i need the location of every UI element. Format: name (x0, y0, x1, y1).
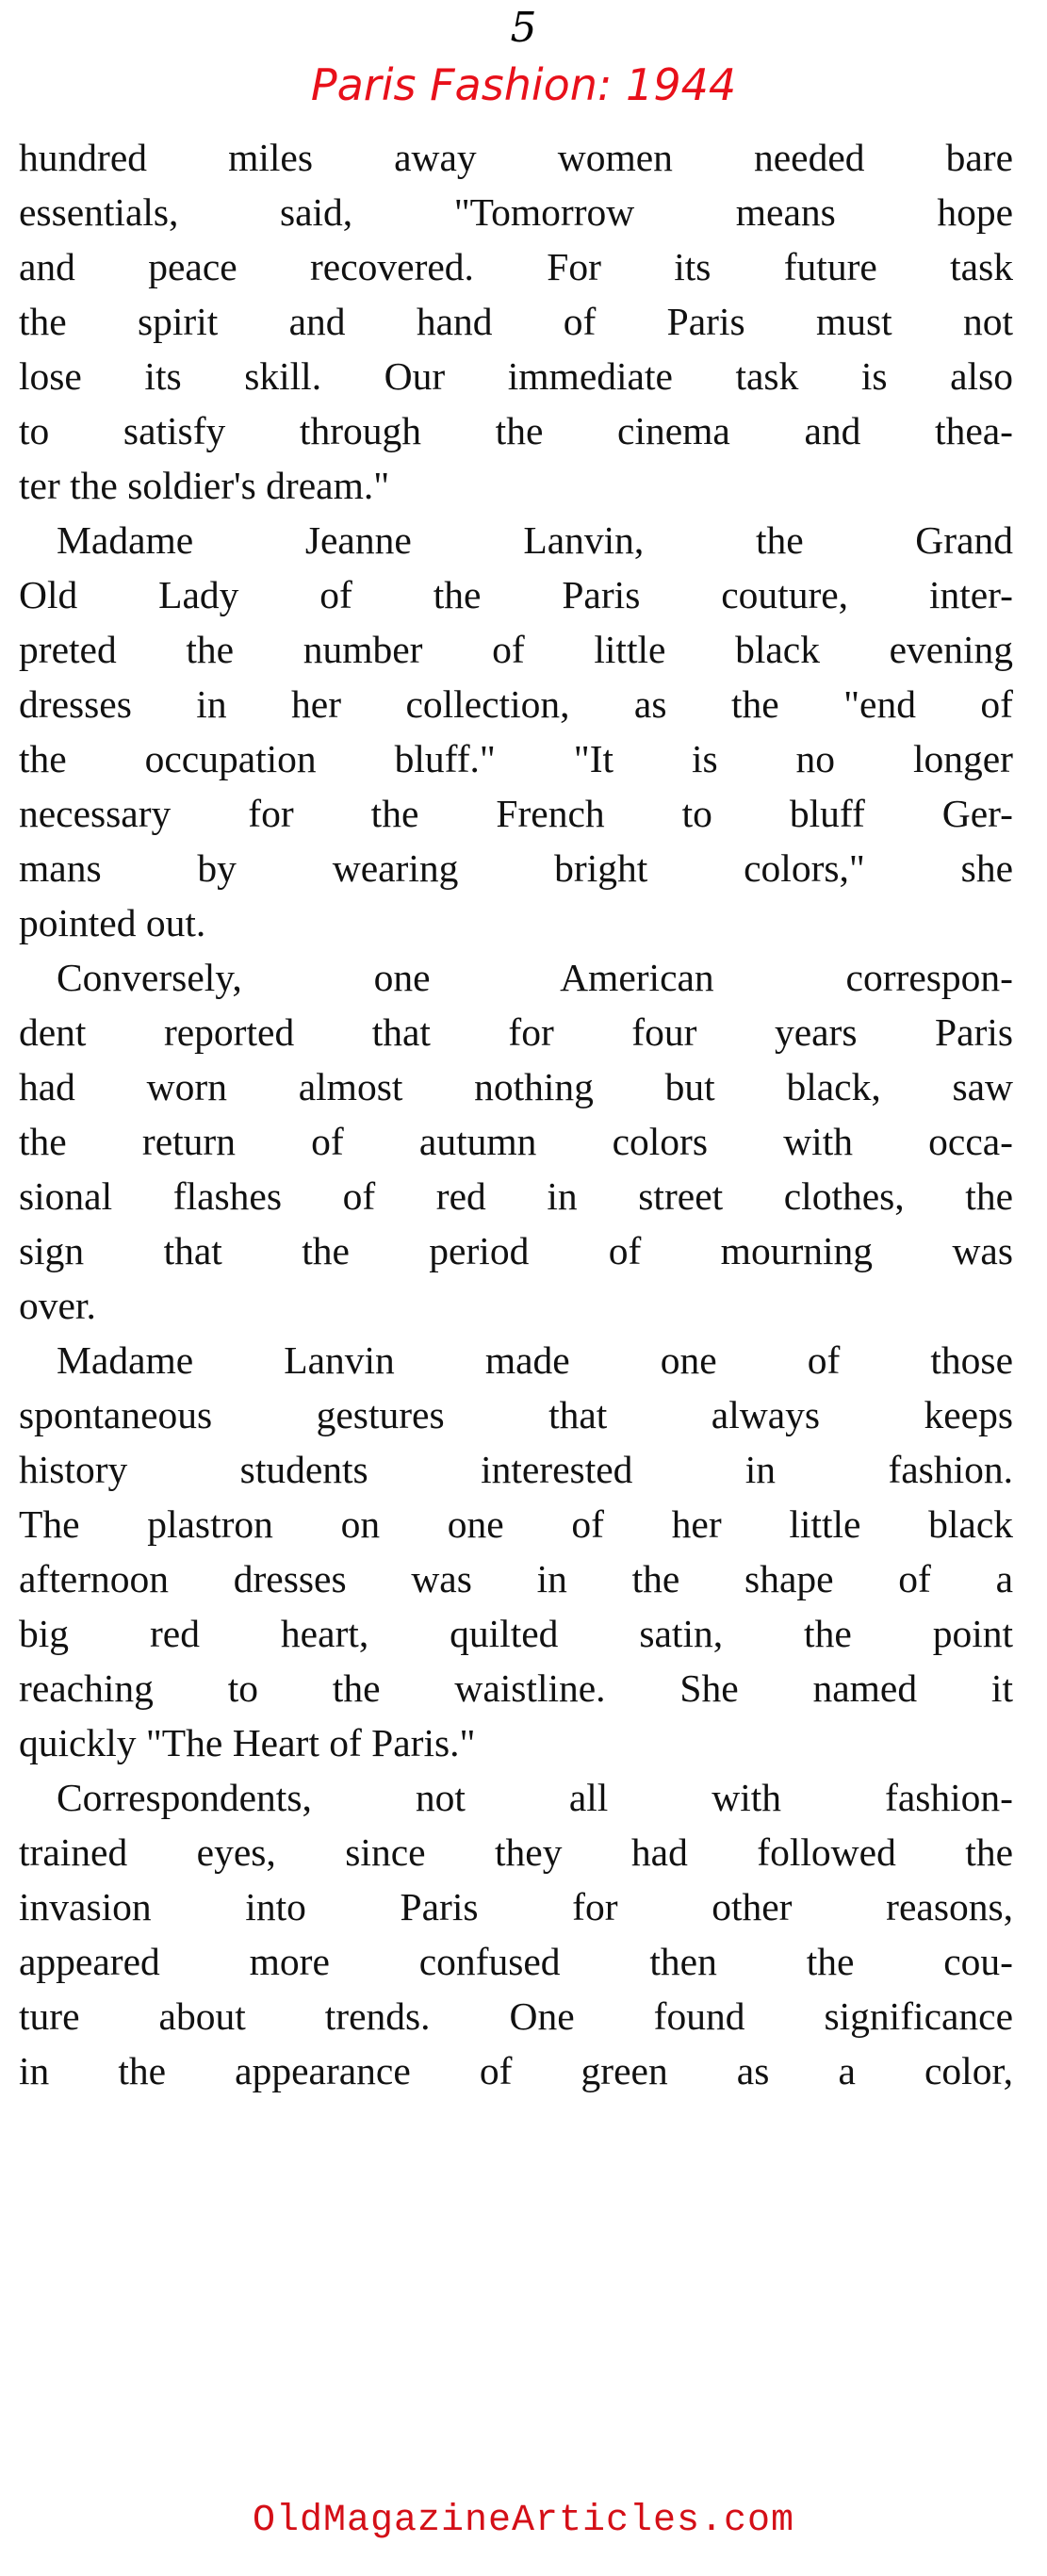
article-line: quickly "The Heart of Paris." (19, 1721, 476, 1764)
article-line: trained eyes, since they had followed the (19, 1830, 1013, 1874)
article-line: and peace recovered. For its future task (19, 245, 1013, 288)
article-line: reaching to the waistline. She named it (19, 1666, 1013, 1710)
article-line: Old Lady of the Paris couture, inter- (19, 573, 1013, 616)
article-line: sional flashes of red in street clothes, the (19, 1174, 1013, 1218)
article-line: history students interested in fashion. (19, 1448, 1013, 1491)
article-line: ture about trends. One found significance (19, 1994, 1013, 2038)
site-watermark: OldMagazineArticles.com (252, 2500, 795, 2542)
page-number: 5 (510, 4, 537, 52)
article-line: hundred miles away women needed bare (19, 136, 1013, 179)
article-line: appeared more confused then the cou- (19, 1940, 1013, 1983)
article-line: mans by wearing bright colors," she (19, 846, 1013, 890)
article-line: Conversely, one American correspon- (57, 956, 1013, 999)
article-line: the spirit and hand of Paris must not (19, 300, 1013, 343)
article-line: the occupation bluff." "It is no longer (19, 737, 1013, 780)
article-line: invasion into Paris for other reasons, (19, 1885, 1013, 1928)
article-line: big red heart, quilted satin, the point (19, 1612, 1013, 1655)
article-line: lose its skill. Our immediate task is also (19, 354, 1013, 398)
article-line: afternoon dresses was in the shape of a (19, 1557, 1013, 1600)
page-title: Paris Fashion: 1944 (310, 59, 737, 110)
article-line: essentials, said, "Tomorrow means hope (19, 190, 1013, 234)
article-line: dent reported that for four years Paris (19, 1010, 1013, 1054)
article-line: dresses in her collection, as the "end of (19, 682, 1013, 726)
article-line: sign that the period of mourning was (19, 1229, 1013, 1272)
article-line: necessary for the French to bluff Ger- (19, 792, 1013, 835)
article-line: had worn almost nothing but black, saw (19, 1065, 1013, 1108)
article-line: pointed out. (19, 901, 206, 944)
article-line: Madame Lanvin made one of those (57, 1338, 1013, 1382)
article-line: in the appearance of green as a color, (19, 2049, 1013, 2092)
article-line: ter the soldier's dream." (19, 464, 390, 507)
article-line: the return of autumn colors with occa- (19, 1120, 1013, 1163)
article-line: preted the number of little black evening (19, 628, 1013, 671)
article-line: over. (19, 1284, 96, 1327)
article-line: to satisfy through the cinema and thea- (19, 409, 1013, 452)
article-line: The plastron on one of her little black (19, 1502, 1013, 1546)
article-line: Correspondents, not all with fashion- (57, 1776, 1013, 1819)
article-line: spontaneous gestures that always keeps (19, 1393, 1013, 1436)
article-line: Madame Jeanne Lanvin, the Grand (57, 518, 1013, 562)
article-body (19, 130, 1013, 2098)
